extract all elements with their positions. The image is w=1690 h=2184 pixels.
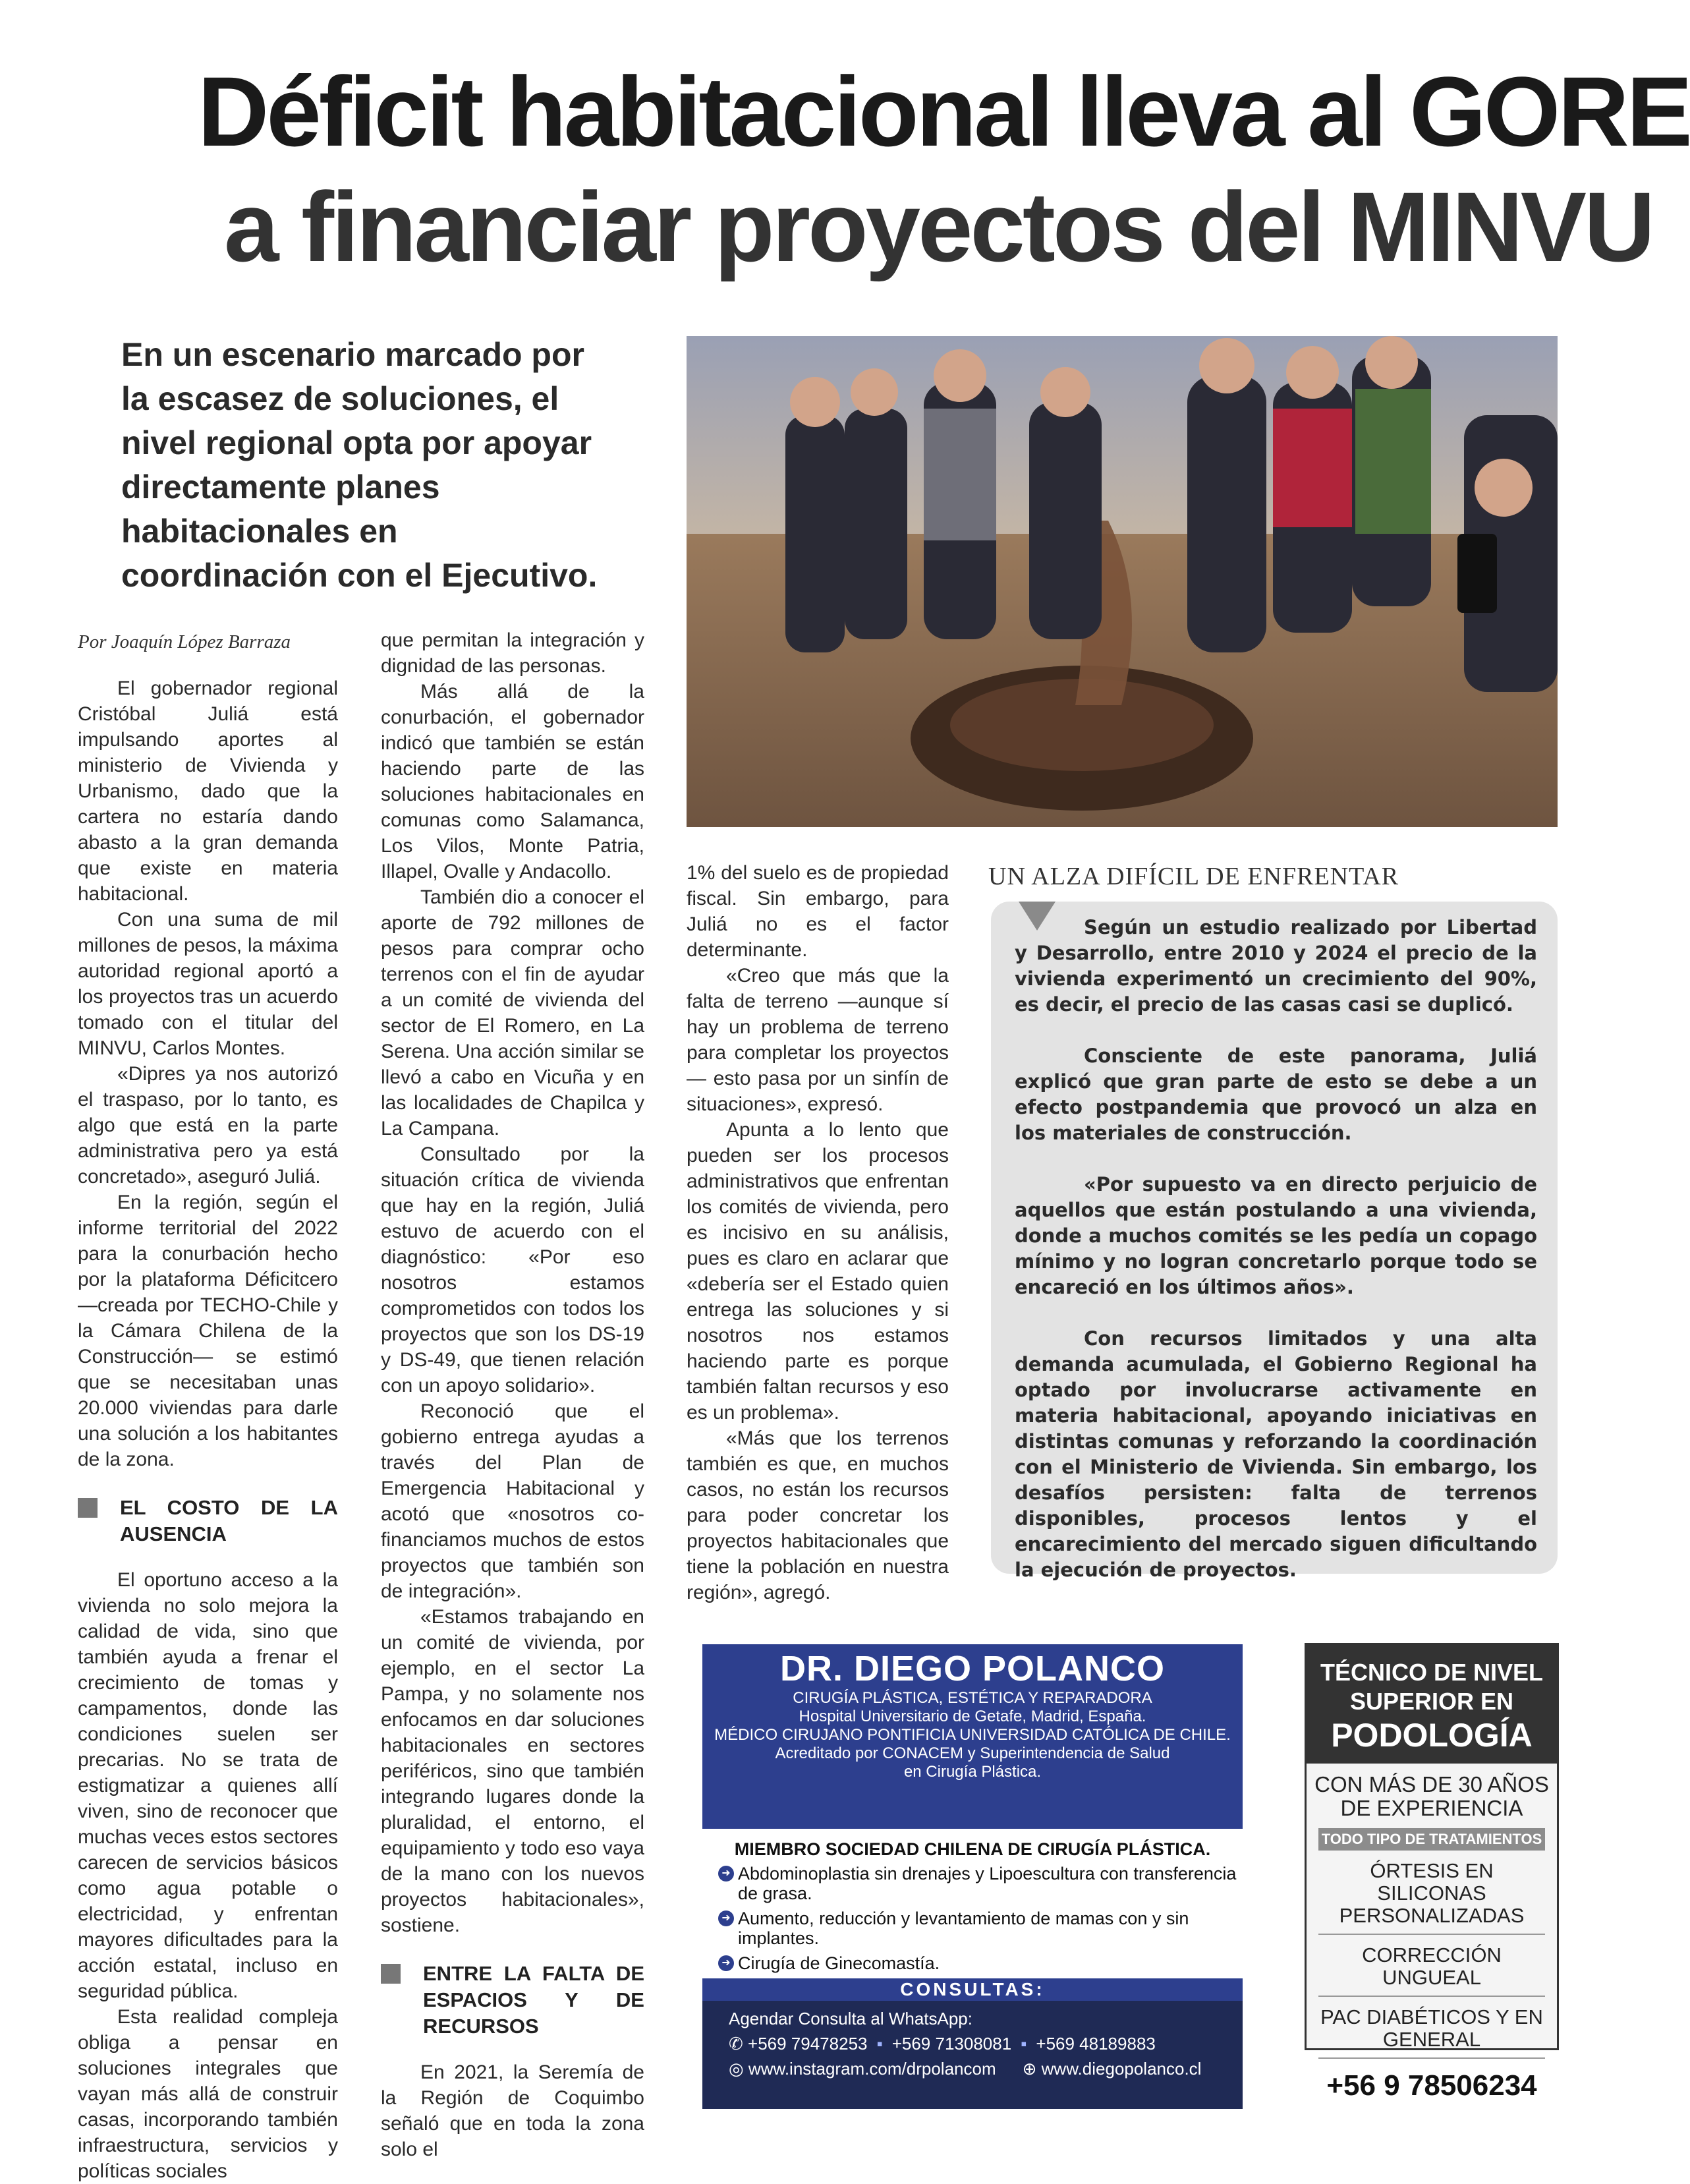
byline: Por Joaquín López Barraza <box>78 631 291 652</box>
body-paragraph: que permitan la integración y dignidad de las personas. <box>381 629 644 677</box>
ad-web-links <box>729 2056 1243 2081</box>
arrow-bullet-icon: ➜ <box>718 1911 734 1926</box>
ad-podologia-phone[interactable]: +56 9 78506234 <box>1326 2069 1537 2102</box>
body-paragraph: «Dipres ya nos autorizó el traspaso, por lo tanto, es algo que está en la parte administrativa pero ya está concretado», aseguró Juliá. <box>78 1063 338 1188</box>
sidebar-text <box>1015 915 1537 1609</box>
separator-dot: ▪ <box>1021 2034 1027 2054</box>
body-paragraph: Reconoció que el gobierno entrega ayudas a través del Plan de Emergencia Habitacional y acotó que «nosotros co-financiamos muchos de estos proyectos que también son de integración». <box>381 1400 644 1602</box>
ad-member: MIEMBRO SOCIEDAD CHILENA DE CIRUGÍA PLÁSTICA. <box>734 1839 1211 1859</box>
ad-line: CIRUGÍA PLÁSTICA, ESTÉTICA Y REPARADORA <box>793 1689 1152 1707</box>
ad-podologia-experience: CON MÁS DE 30 AÑOS DE EXPERIENCIA <box>1314 1772 1549 1820</box>
section-subhead <box>381 1961 644 2040</box>
service-text: Cirugía de Ginecomastía. <box>738 1953 940 1973</box>
arrow-bullet-icon: ➜ <box>718 1955 734 1971</box>
article-column-2 <box>381 627 644 2162</box>
ad-phones <box>729 2031 1243 2056</box>
ad-podologia-specialty: PODOLOGÍA <box>1331 1717 1533 1754</box>
sidebar-title: UN ALZA DIFÍCIL DE ENFRENTAR <box>988 863 1399 890</box>
service-text: Abdominoplastia sin drenajes y Lipoescultura con transferencia de grasa. <box>738 1864 1237 1903</box>
article-column-3 <box>687 860 949 1605</box>
body-paragraph: El oportuno acceso a la vivienda no solo mejora la calidad de vida, sino que también ayuda a frenar el crecimiento de tomas y campamentos, donde las condiciones suelen ser precarias. No se trata de estigmatizar a quienes allí viven, sino de reconocer que muchas veces estos sectores carecen de servicios básicos como agua potable o electricidad, y enfrentan mayores dificultades para la acción estatal, incluso en seguridad pública. <box>78 1569 338 2002</box>
body-paragraph: 1% del suelo es de propiedad fiscal. Sin embargo, para Juliá no es el factor determinante. <box>687 862 949 961</box>
ad-podologia-title: TÉCNICO DE NIVEL SUPERIOR EN <box>1320 1659 1544 1715</box>
website-link[interactable]: www.diegopolanco.cl <box>1041 2059 1202 2079</box>
body-paragraph: En 2021, la Seremía de la Región de Coquimbo señaló que en toda la zona solo el <box>381 2061 644 2160</box>
subhead-text: ENTRE LA FALTA DE ESPACIOS Y DE RECURSOS <box>423 1962 644 2038</box>
list-item <box>718 1909 1243 1948</box>
instagram-link[interactable]: www.instagram.com/drpolancom <box>748 2059 996 2079</box>
body-paragraph: Apunta a lo lento que pueden ser los procesos administrativos que enfrentan los comités de vivienda, pero es incisivo en su análisis, pues es claro en aclarar que «debería ser el Estado quien entrega las soluciones y si nosotros nos estamos haciendo parte es porque también faltan recursos y eso es un problema». <box>687 1119 949 1423</box>
list-item <box>718 1953 1243 1973</box>
groundbreaking-photo <box>687 336 1558 827</box>
body-paragraph: Consultado por la situación crítica de vivienda que hay en la región, Juliá estuvo de acuerdo con el diagnóstico: «Por eso nosotros estamos comprometidos con todos los proyectos que son los DS-19 y DS-49, que tienen relación con un apoyo solidario». <box>381 1143 644 1396</box>
ad-services-list <box>702 1864 1243 1973</box>
ad-doctor-name: DR. DIEGO POLANCO <box>779 1649 1166 1688</box>
arrow-bullet-icon: ➜ <box>718 1866 734 1882</box>
body-paragraph: «Estamos trabajando en un comité de vivienda, por ejemplo, en el sector La Pampa, y no solamente nos enfocamos en dar soluciones habitacionales en sectores periféricos, sino que también integrando lugares donde la pluralidad, el entorno, el equipamiento y todo eso vaya de la mano con los nuevos proyectos habitacionales», sostiene. <box>381 1606 644 1936</box>
phone-number: +569 48189883 <box>1036 2034 1156 2054</box>
headline-line-2: a financiar proyectos del MINVU <box>224 171 1653 282</box>
ad-agendar: Agendar Consulta al WhatsApp: <box>729 2009 972 2028</box>
ad-podologia-item: PAC DIABÉTICOS Y EN GENERAL <box>1318 2006 1545 2059</box>
sidebar-paragraph: Con recursos limitados y una alta demanda acumulada, el Gobierno Regional ha optado por involucrarse activamente en materia habitacional, apoyando iniciativas en distintas comunas y reforzando la coordinación con el Ministerio de Vivienda. Sin embargo, los desafíos persisten: falta de terrenos disponibles, procesos lentos y el encarecimiento del mercado siguen dificultando la ejecución de proyectos. <box>1015 1327 1537 1581</box>
phone-number: +569 71308081 <box>891 2034 1012 2054</box>
lead-paragraph: En un escenario marcado por la escasez de soluciones, el nivel regional opta por apoyar directamente planes habitacionales en coordinación con el Ejecutivo. <box>121 336 598 594</box>
ad-line: Acreditado por CONACEM y Superintendencia de Salud <box>775 1744 1170 1762</box>
body-paragraph: «Más que los terrenos también es que, en muchos casos, no están los recursos para poder concretar los proyectos habitacionales que tiene la población en nuestra región», agregó. <box>687 1427 949 1603</box>
ad-podologia-item: CORRECCIÓN UNGUEAL <box>1318 1944 1545 1997</box>
ad-contact-footer <box>702 2001 1243 2109</box>
headline-line-1: Déficit habitacional lleva al GORE <box>198 56 1690 167</box>
body-paragraph: Esta realidad compleja obliga a pensar en soluciones integrales que vayan más allá de construir casas, incorporando también infraestructura, servicios y políticas sociales <box>78 2006 338 2182</box>
ad-podologia-header <box>1307 1645 1557 1764</box>
ad-polanco-header <box>702 1644 1243 1829</box>
ad-consultas-label: CONSULTAS: <box>702 1978 1243 2001</box>
globe-icon: ⊕ <box>1022 2059 1042 2079</box>
body-paragraph: Con una suma de mil millones de pesos, la máxima autoridad regional aportó a los proyectos tras un acuerdo tomado con el titular del MINVU, Carlos Montes. <box>78 909 338 1059</box>
section-subhead <box>78 1495 338 1547</box>
sidebar-box <box>991 902 1558 1581</box>
ad-podologia-band: TODO TIPO DE TRATAMIENTOS <box>1318 1828 1545 1851</box>
instagram-icon: ◎ <box>729 2059 748 2079</box>
list-item <box>718 1864 1243 1903</box>
square-bullet-icon <box>78 1498 98 1518</box>
ad-polanco <box>702 1644 1243 2079</box>
phone-number: +569 79478253 <box>748 2034 868 2054</box>
ad-line: Hospital Universitario de Getafe, Madrid, España. <box>799 1708 1146 1725</box>
separator-dot: ▪ <box>876 2034 883 2054</box>
sidebar-paragraph: «Por supuesto va en directo perjuicio de aquellos que están postulando a una vivienda, donde a muchos comités se les pedía un copago mínimo y no logran concretarlo porque todo se encareció en los últimos años». <box>1015 1173 1537 1298</box>
body-paragraph: También dio a conocer el aporte de 792 millones de pesos para comprar ocho terrenos con el fin de ayudar a un comité de vivienda del sector de El Romero, en La Serena. Una acción similar se llevó a cabo en Vicuña y en las localidades de Chapilca y La Campana. <box>381 886 644 1139</box>
subhead-text: EL COSTO DE LA AUSENCIA <box>120 1496 338 1545</box>
article-column-1 <box>78 675 338 2184</box>
body-paragraph: El gobernador regional Cristóbal Juliá está impulsando aportes al ministerio de Vivienda y Urbanismo, dado que la cartera no estaría dando abasto a la gran demanda que existe en materia habitacional. <box>78 677 338 905</box>
body-paragraph: «Creo que más que la falta de terreno —aunque sí hay un problema de terreno para completar los proyectos— esto pasa por un sinfín de situaciones», expresó. <box>687 965 949 1115</box>
ad-podologia-item: ÓRTESIS EN SILICONAS PERSONALIZADAS <box>1318 1860 1545 1935</box>
ad-podologia <box>1305 1643 1559 2102</box>
sidebar-paragraph: Según un estudio realizado por Libertad y Desarrollo, entre 2010 y 2024 el precio de la vivienda experimentó un crecimiento del 90%, es decir, el precio de las casas casi se duplicó. <box>1015 916 1537 1016</box>
square-bullet-icon <box>381 1964 401 1984</box>
body-paragraph: Más allá de la conurbación, el gobernador indicó que también se están haciendo parte de las soluciones habitacionales en comunas como Salamanca, Los Vilos, Monte Patria, Illapel, Ovalle y Andacollo. <box>381 681 644 882</box>
body-paragraph: En la región, según el informe territorial del 2022 para la conurbación hecho por la plataforma Déficitcero —creada por TECHO-Chile y la Cámara Chilena de la Construcción— se estimó que se necesitaban unas 20.000 viviendas para darle una solución a los habitantes de la zona. <box>78 1192 338 1470</box>
whatsapp-icon: ✆ <box>729 2034 748 2054</box>
service-text: Aumento, reducción y levantamiento de mamas con y sin implantes. <box>738 1909 1189 1948</box>
ad-line: en Cirugía Plástica. <box>903 1763 1042 1781</box>
sidebar-paragraph: Consciente de este panorama, Juliá explicó que gran parte de esto se debe a un efecto postpandemia que provocó un alza en los materiales de construcción. <box>1015 1045 1537 1144</box>
ad-line: MÉDICO CIRUJANO PONTIFICIA UNIVERSIDAD CATÓLICA DE CHILE. <box>714 1726 1231 1744</box>
